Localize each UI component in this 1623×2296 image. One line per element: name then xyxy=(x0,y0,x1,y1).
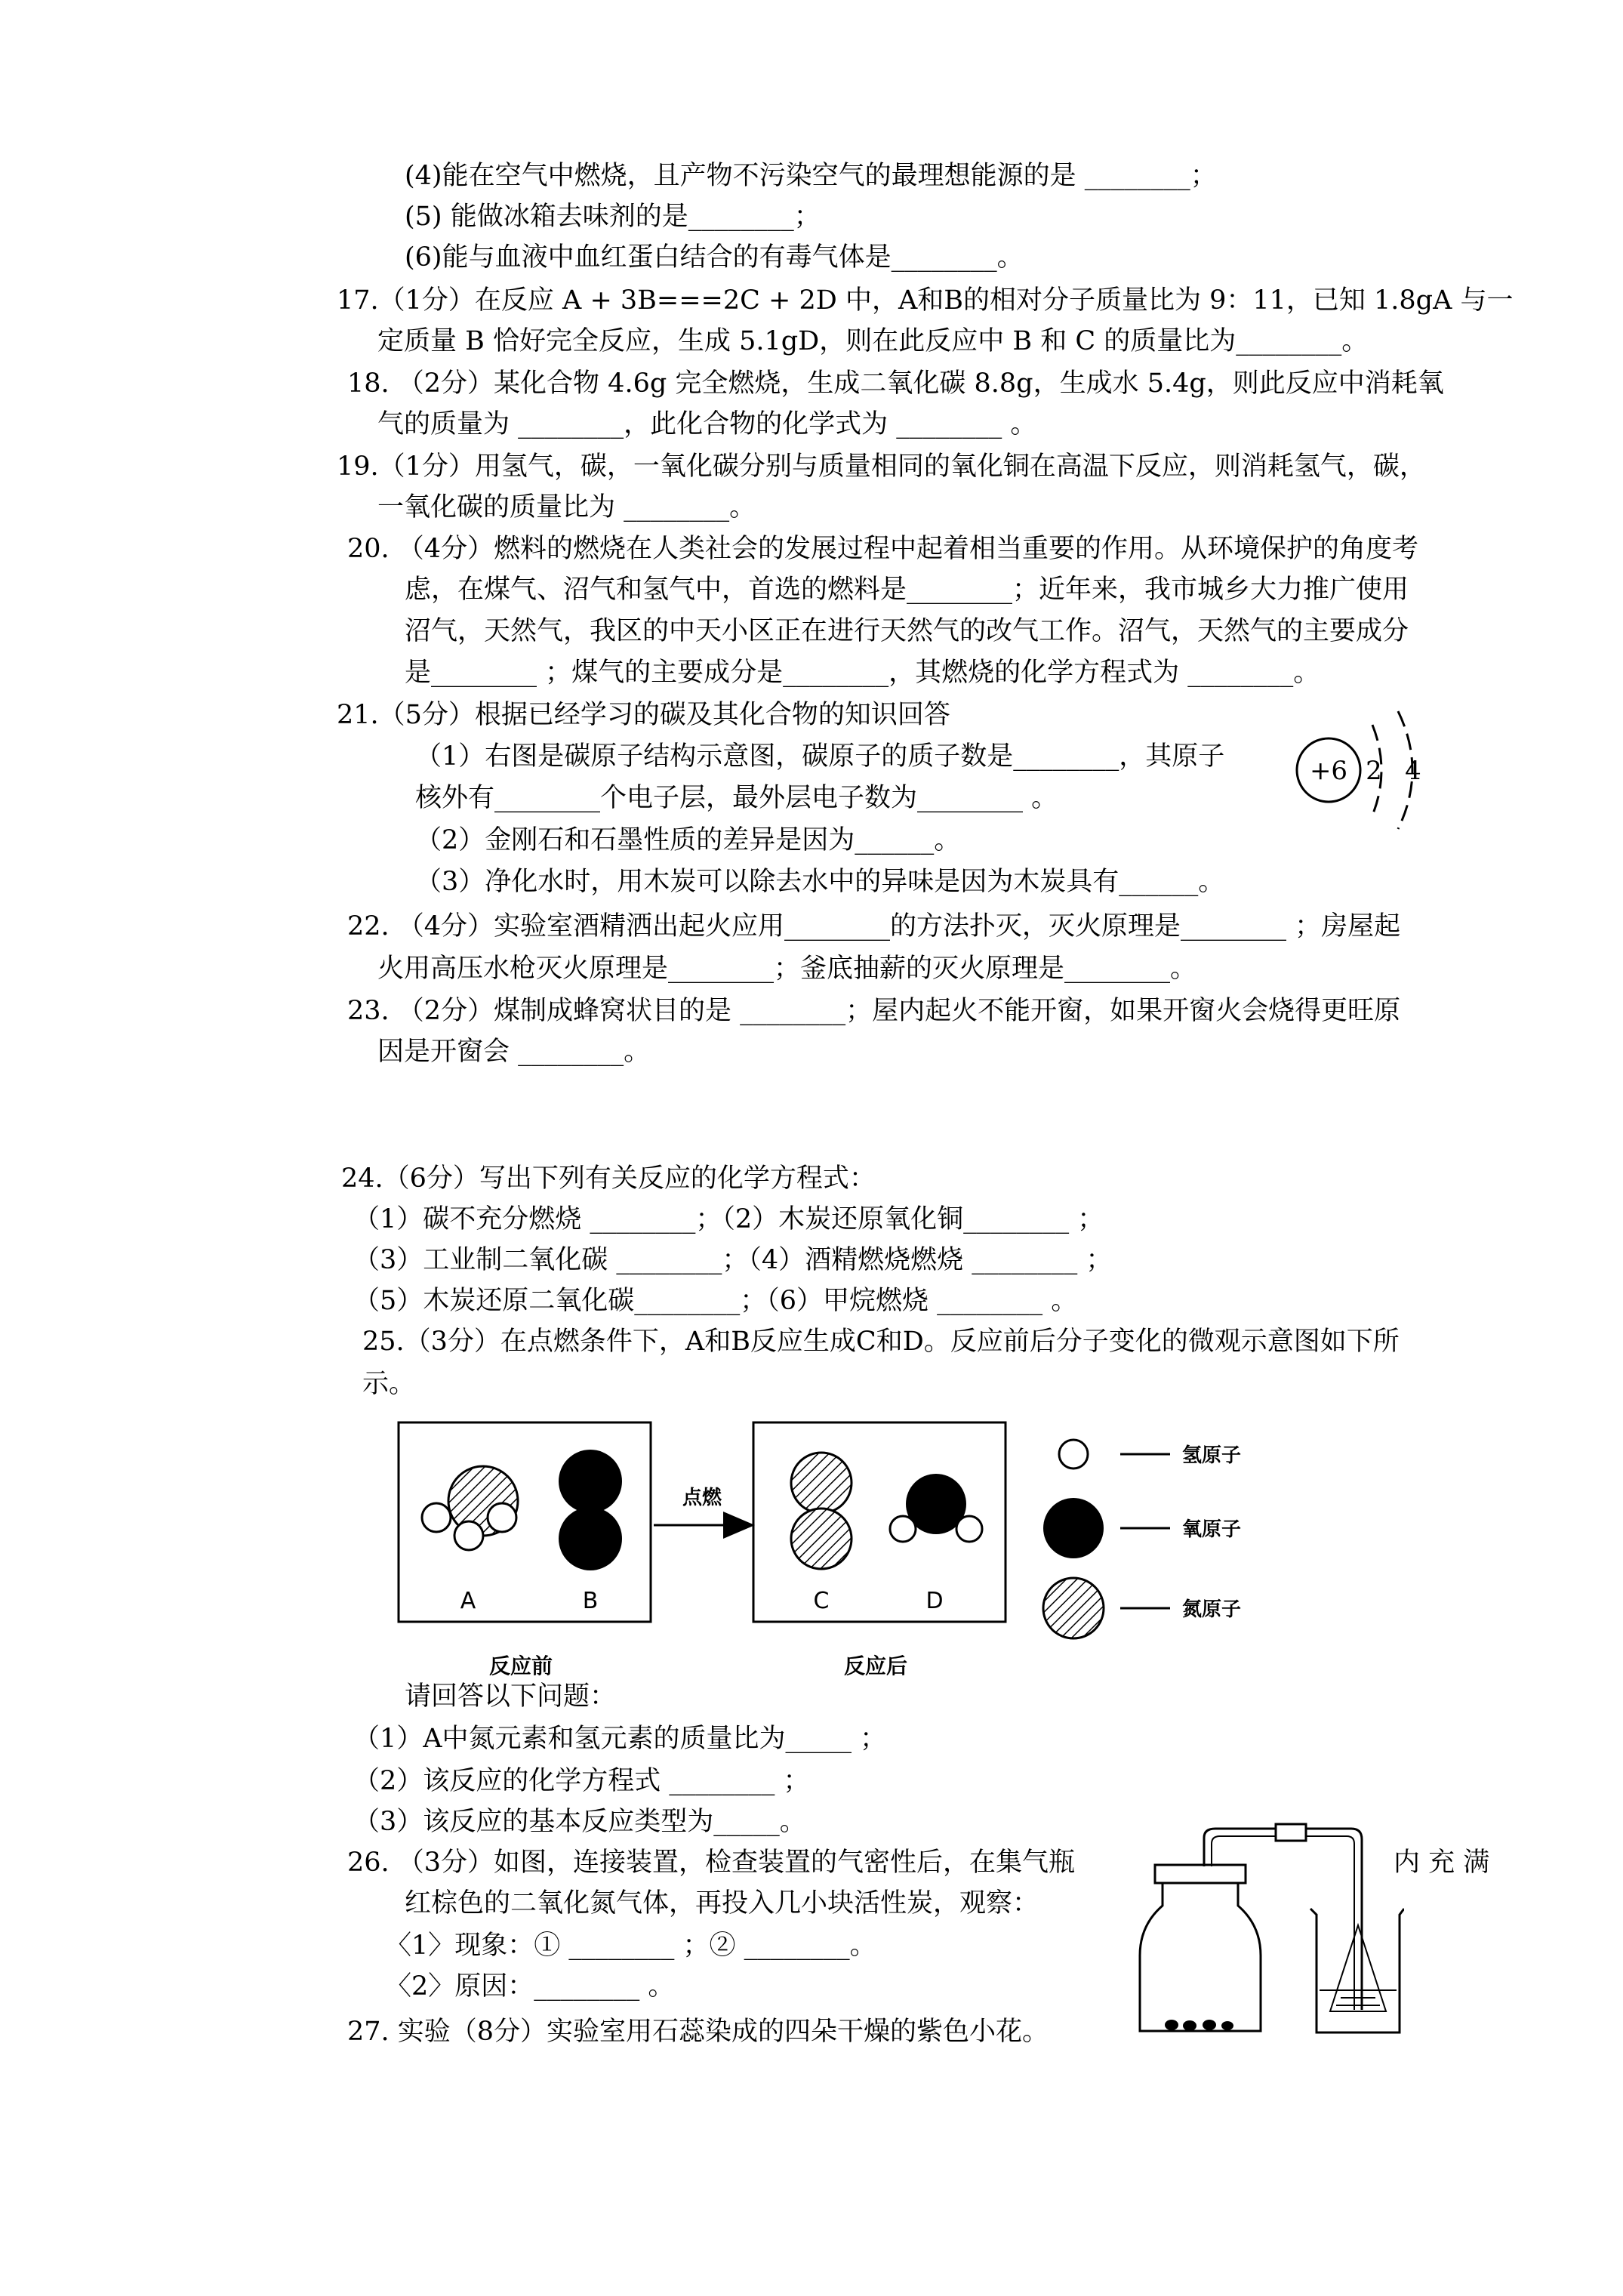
molecule-c-nitrogen-2 xyxy=(791,1509,852,1569)
q21-3: （3）净化水时，用木炭可以除去水中的异味是因为木炭具有______。 xyxy=(415,867,1225,897)
q24-5-6: （5）木炭还原二氧化碳________；（6）甲烷燃烧 ________ 。 xyxy=(353,1286,1078,1316)
legend-nitrogen-symbol xyxy=(1043,1578,1104,1638)
q27-line1: 27. 实验（8分）实验室用石蕊染成的四朵干燥的紫色小花。 xyxy=(347,2017,1049,2047)
shell-1-electrons: 2 xyxy=(1366,756,1382,786)
molecule-a-hydrogen-2 xyxy=(454,1521,483,1550)
molecule-a-hydrogen-3 xyxy=(488,1503,516,1532)
q25-line1: 25.（3分）在点燃条件下，A和B反应生成C和D。反应前后分子变化的微观示意图如下所 xyxy=(362,1327,1400,1357)
q17-line2: 定质量 B 恰好完全反应，生成 5.1gD，则在此反应中 B 和 C 的质量比为________。 xyxy=(377,326,1369,356)
q17-line1: 17.（1分）在反应 A + 3B===2C + 2D 中，A和B的相对分子质量比为 9：11，已知 1.8gA 与一 xyxy=(337,285,1514,316)
reaction-micro-diagram xyxy=(393,1419,1298,1691)
q25-2: （2）该反应的化学方程式 ________ ； xyxy=(353,1766,810,1796)
legend-hydrogen-symbol xyxy=(1059,1440,1088,1469)
q26-line2: 红棕色的二氧化氮气体，再投入几小块活性炭，观察： xyxy=(405,1888,1039,1918)
q25-1: （1）A中氮元素和氢元素的质量比为_____ ； xyxy=(353,1724,887,1754)
q23-line1: 23. （2分）煤制成蜂窝状目的是 ________；屋内起火不能开窗，如果开窗火会烧得更旺原 xyxy=(347,996,1401,1026)
label-before: 反应前 xyxy=(488,1653,553,1678)
carbon-piece-1 xyxy=(1165,2020,1178,2030)
q19-line2: 一氧化碳的质量比为 ________。 xyxy=(377,492,756,522)
q18-line2: 气的质量为 ________，此化合物的化学式为 ________ 。 xyxy=(377,409,1037,439)
q18-line1: 18. （2分）某化合物 4.6g 完全燃烧，生成二氧化碳 8.8g，生成水 5.4g，则此反应中消耗氧 xyxy=(347,368,1444,399)
molecule-c-nitrogen-1 xyxy=(791,1453,852,1513)
connecting-tube xyxy=(1204,1829,1362,2010)
bottle-stopper xyxy=(1155,1865,1246,1883)
q24-title: 24.（6分）写出下列有关反应的化学方程式： xyxy=(341,1163,876,1194)
nucleus-charge: +6 xyxy=(1309,756,1348,786)
carbon-piece-2 xyxy=(1183,2020,1196,2031)
q16-5: (5) 能做冰箱去味剂的是________； xyxy=(405,202,821,232)
gas-bottle xyxy=(1140,1881,1261,2031)
q20-line2: 虑，在煤气、沼气和氢气中，首选的燃料是________；近年来，我市城乡大力推广使用 xyxy=(405,575,1409,605)
carbon-piece-3 xyxy=(1203,2020,1216,2030)
legend-nitrogen-label: 氮原子 xyxy=(1182,1598,1242,1621)
molecule-a-hydrogen-1 xyxy=(422,1503,451,1532)
q26-1: 〈1〉现象：① ________ ；② ________。 xyxy=(385,1931,876,1961)
q26-line1: 26. （3分）如图，连接装置，检查装置的气密性后，在集气瓶 xyxy=(347,1848,1076,1878)
q25-3: （3）该反应的基本反应类型为_____。 xyxy=(353,1807,806,1837)
connecting-tube-inner xyxy=(1212,1836,1354,2010)
q21-1b: 核外有________个电子层，最外层电子数为________ 。 xyxy=(415,783,1058,813)
apparatus-diagram xyxy=(1132,1812,1404,2039)
q19-line1: 19.（1分）用氢气，碳，一氧化碳分别与质量相同的氧化铜在高温下反应，则消耗氢气，碳， xyxy=(337,451,1426,482)
arrow-label: 点燃 xyxy=(682,1487,722,1509)
tube-joint xyxy=(1276,1824,1306,1841)
q24-1-2: （1）碳不充分燃烧 ________；（2）木炭还原氧化铜________ ； xyxy=(353,1204,1104,1234)
q20-line3: 沼气，天然气，我区的中天小区正在进行天然气的改气工作。沼气，天然气的主要成分 xyxy=(405,616,1409,646)
shell-2-electrons: 4 xyxy=(1405,756,1421,786)
carbon-atom-diagram xyxy=(1283,702,1434,838)
q21-2: （2）金刚石和石墨性质的差异是因为______。 xyxy=(415,825,961,855)
q23-line2: 因是开窗会 ________。 xyxy=(377,1037,651,1067)
carbon-piece-4 xyxy=(1221,2021,1233,2030)
q25-prompt: 请回答以下问题： xyxy=(405,1681,617,1712)
legend-oxygen-label: 氧原子 xyxy=(1182,1518,1242,1541)
label-d: D xyxy=(925,1588,944,1614)
molecule-b-oxygen-1 xyxy=(559,1450,622,1513)
molecule-d-hydrogen-2 xyxy=(956,1516,982,1542)
q20-line4: 是________ ；煤气的主要成分是________，其燃烧的化学方程式为 ________。 xyxy=(405,658,1320,688)
q24-3-4: （3）工业制二氧化碳 ________；（4）酒精燃烧燃烧 ________ ； xyxy=(353,1245,1113,1275)
label-b: B xyxy=(582,1588,599,1614)
label-after: 反应后 xyxy=(843,1653,908,1678)
legend-hydrogen-label: 氢原子 xyxy=(1182,1444,1242,1467)
q26-2: 〈2〉原因：________ 。 xyxy=(385,1971,675,2002)
q25-line2: 示。 xyxy=(362,1369,416,1399)
legend-oxygen-symbol xyxy=(1043,1498,1104,1558)
q26-line1-end: 内 充 满 xyxy=(1394,1848,1490,1878)
q21-title: 21.（5分）根据已经学习的碳及其化合物的知识回答 xyxy=(337,700,950,730)
q20-line1: 20. （4分）燃料的燃烧在人类社会的发展过程中起着相当重要的作用。从环境保护的角度考 xyxy=(347,534,1419,564)
q22-line1: 22. （4分）实验室酒精洒出起火应用________的方法扑灭，灭火原理是________ ；房屋起 xyxy=(347,911,1401,942)
label-c: C xyxy=(813,1588,830,1614)
q16-6: (6)能与血液中血红蛋白结合的有毒气体是________。 xyxy=(405,242,1024,273)
q16-4: (4)能在空气中燃烧，且产物不污染空气的最理想能源的是 ________； xyxy=(405,161,1217,191)
q21-1a: （1）右图是碳原子结构示意图，碳原子的质子数是________，其原子 xyxy=(415,741,1225,772)
q22-line2: 火用高压水枪灭火原理是________；釜底抽薪的灭火原理是________。 xyxy=(377,954,1197,984)
molecule-b-oxygen-2 xyxy=(559,1507,622,1570)
molecule-d-hydrogen-1 xyxy=(890,1516,916,1542)
label-a: A xyxy=(460,1588,476,1614)
